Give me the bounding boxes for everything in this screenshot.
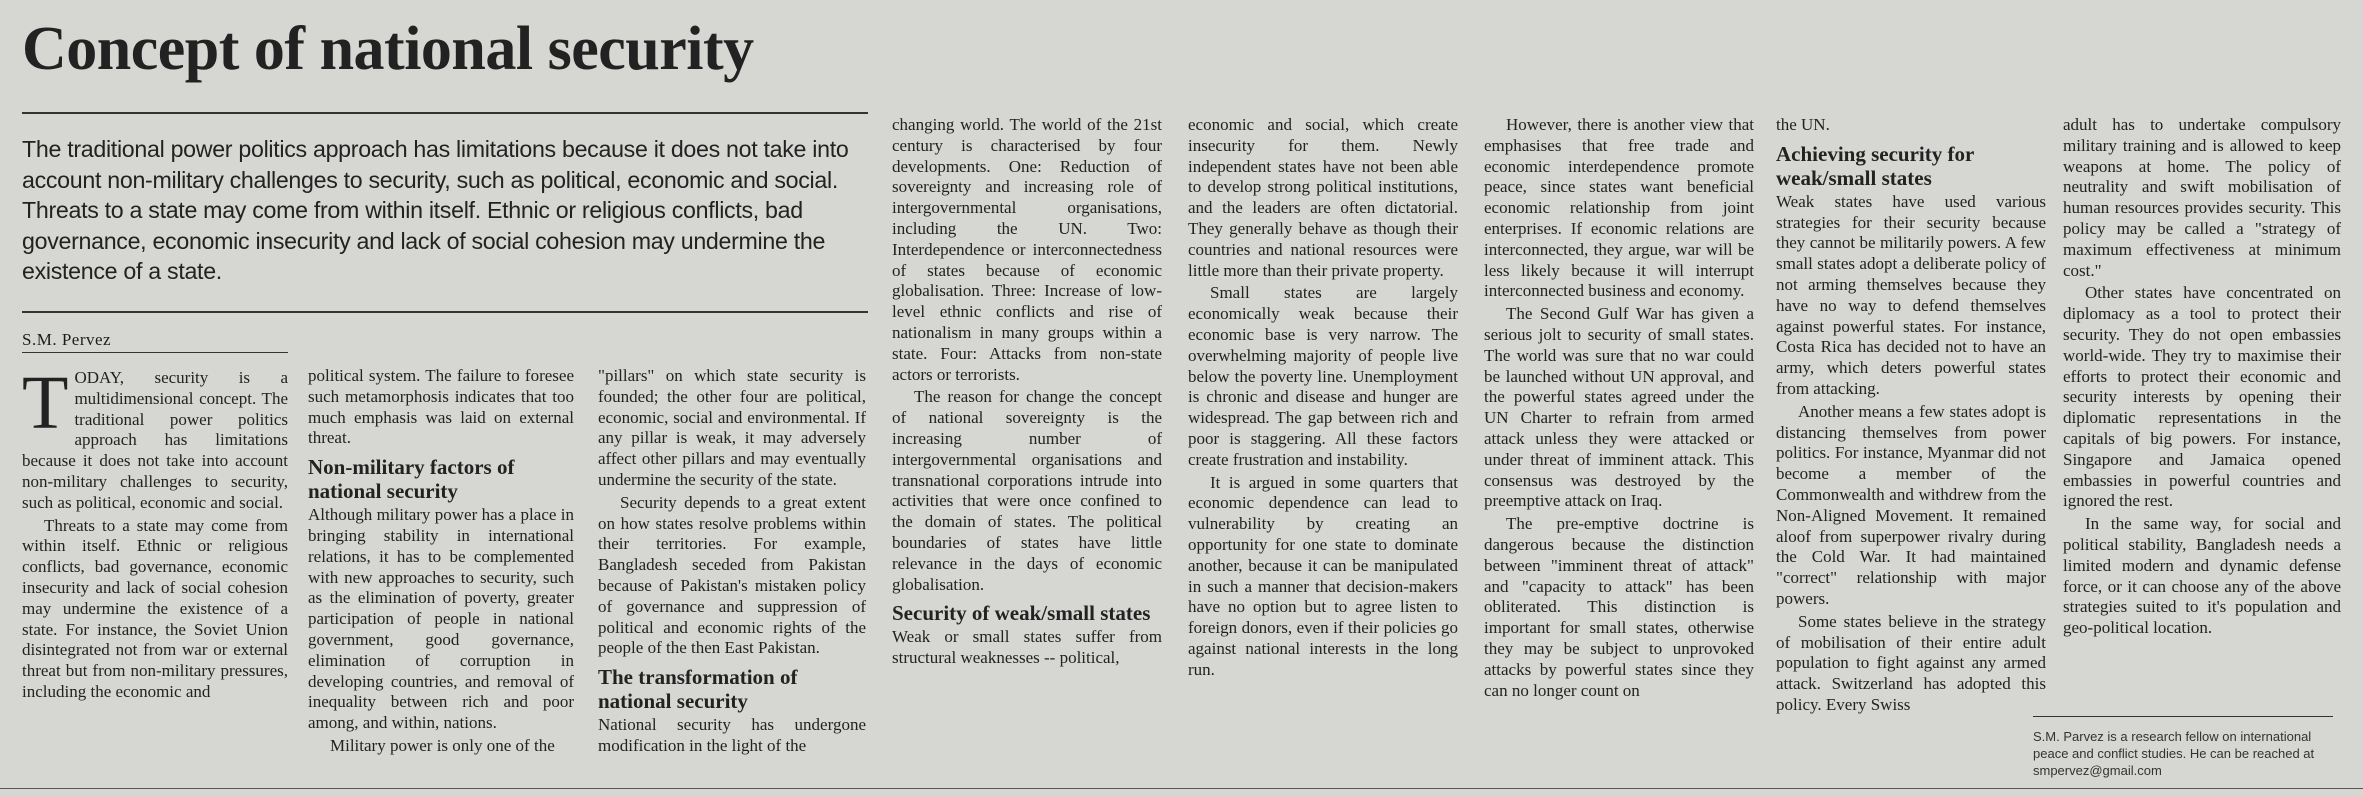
col3-para-2: Security depends to a great extent on how states resolve problems within their territories. For example, Bangladesh seceded from Pakistan because of Pakistan's mistaken policy of governance and suppression of political and economic rights of the people of the then East Pakistan. [598, 492, 866, 658]
subhead-achieving-security: Achieving security for weak/small states [1776, 141, 1974, 190]
drop-cap: T [22, 361, 69, 445]
col7-para-2: Weak states have used various strategies for their security because they cannot be militarily powers. A few small states adopt a deliberate policy of not arming themselves because they have no way to defend themselves against powerful states. For instance, Costa Rica has decided not to have an army, which deters powerful states from attacking. [1776, 191, 2046, 398]
subhead-security-weak-small: Security of weak/small states [892, 601, 1151, 626]
standfirst: The traditional power politics approach has limitations because it does not take into account non-military challenges to security, such as political, economic and social. Threats to a state may come from within itself. Ethnic or religious conflicts, bad governance, economic insecurity and lack of social cohesion may undermine the existence of a state. [22, 136, 849, 284]
col5-para-2: Small states are largely economically weak because their economic base is very narrow. The overwhelming majority of people live below the poverty line. Unemployment is chronic and disease and hunger are widespread. The gap between rich and poor is staggering. All these factors create frustration and instability. [1188, 283, 1458, 469]
col5-para-1: economic and social, which create insecurity for them. Newly independent states have not been able to develop strong political institutions, and the leaders are often dictatorial. They generally behave as though their countries and national resources were little more than their private property. [1188, 115, 1458, 280]
standfirst-rule [22, 311, 868, 313]
col2-para-3: Military power is only one of the [330, 735, 555, 755]
col4-para-3: Weak or small states suffer from structural weaknesses -- political, [892, 627, 1162, 668]
headline: Concept of national security [22, 15, 754, 83]
column-6 [1484, 115, 1754, 703]
subhead-non-military-factors: Non-military factors of national security [308, 455, 515, 504]
col1-para-2: Threats to a state may come from within itself. Ethnic or religious conflicts, bad governance, economic insecurity and lack of social cohesion may undermine the existence of a state. For instance, the Soviet Union disintegrated not from war or external threat but from non-military pressures, including the economic and [22, 515, 288, 701]
column-7 [1776, 115, 2046, 718]
col3-para-3: National security has undergone modification in the light of the [598, 715, 866, 755]
top-rule [22, 112, 868, 114]
col6-para-3: The pre-emptive doctrine is dangerous because the distinction between "imminent threat of attack" and "capacity to attack" has been obliterated. This distinction is important for small states, otherwise they may be subject to unprovoked attacks by powerful states since they can no longer count on [1484, 514, 1754, 700]
column-8 [2063, 115, 2341, 641]
byline-rule [22, 352, 288, 353]
col8-para-2: Other states have concentrated on diplomacy as a tool to protect their security. They do not open embassies world-wide. They try to maximise their efforts to protect their economic and security interests by opening their diplomatic representations in the capitals of big powers. For instance, Singapore and Jamaica opened embassies in powerful countries and ignored the rest. [2063, 283, 2341, 511]
bottom-rule [0, 788, 2363, 789]
column-4 [892, 115, 1162, 671]
byline: S.M. Pervez [22, 330, 112, 349]
col4-para-2: The reason for change the concept of national sovereignty is the increasing number of intergovernmental organisations and transnational corporations intrude into activities that were once confined to the domain of states. The political boundaries of states have little relevance in the days of economic globalisation. [892, 387, 1162, 594]
col8-para-3: In the same way, for social and political stability, Bangladesh needs a limited modern and dynamic defense force, or it can choose any of the above strategies suited to it's population and geo-political location. [2063, 514, 2341, 638]
col8-para-1: adult has to undertake compulsory military training and is allowed to keep weapons at home. The policy of neutrality and swift mobilisation of human resources provides security. This policy may be called a "strategy of maximum effectiveness at minimum cost." [2063, 115, 2341, 280]
column-3 [598, 366, 866, 759]
column-5 [1188, 115, 1458, 683]
column-1 [22, 361, 288, 705]
col6-para-1: However, there is another view that emphasises that free trade and economic interdependence promote peace, since states want beneficial economic relationship from joint enterprises. If economic relations are interconnected, they argue, war will be less likely because it will interrupt interconnected business and economy. [1484, 115, 1754, 301]
col2-para-2: Although military power has a place in bringing stability in international relations, it has to be complemented with new approaches to security, such as the elimination of poverty, greater participation of people in national government, good governance, elimination of corruption in developing countries, and removal of inequality between rich and poor among, and within, nations. [308, 505, 574, 733]
col7-para-4: Some states believe in the strategy of mobilisation of their entire adult population to fight against any armed attack. Switzerland has adopted this policy. Every Swiss [1776, 611, 2046, 714]
col1-para-1: TODAY, security is a multidimensional concept. The traditional power politics approach has limitations because it does not take into account non-military challenges to security, such as political, economic and social. [22, 361, 288, 512]
author-bio: S.M. Parvez is a research fellow on international peace and conflict studies. He can be reached at smpervez@gmail.com [2033, 729, 2315, 778]
bio-rule [2033, 716, 2333, 717]
col7-para-1: the UN. [1776, 115, 1830, 134]
col4-para-1: changing world. The world of the 21st century is characterised by four developments. One: Reduction of sovereignty and increasing role of intergovernmental organisations, including the UN. Two: Interdependence or interconnectedness of states because of economic globalisation. Three: Increase of low-level ethnic conflicts and rise of nationalism in many groups within a state. Four: Attacks from non-state actors or terrorists. [892, 115, 1162, 384]
col6-para-2: The Second Gulf War has given a serious jolt to security of small states. The world was sure that no war could be launched without UN approval, and the powerful states agreed under the UN Charter to refrain from armed attack unless they were attacked or under threat of imminent attack. This consensus was destroyed by the preemptive attack on Iraq. [1484, 304, 1754, 511]
col3-para-1: "pillars" on which state security is founded; the other four are political, economic, social and environmental. If any pillar is weak, it may adversely affect other pillars and may eventually undermine the security of the state. [598, 366, 866, 489]
col7-para-3: Another means a few states adopt is distancing themselves from power politics. For instance, Myanmar did not become a member of the Commonwealth and withdrew from the Non-Aligned Movement. It remained aloof from superpower rivalry during the Cold War. It had maintained "correct" relationship with major powers. [1776, 401, 2046, 608]
column-2 [308, 366, 574, 759]
col2-para-1: political system. The failure to foresee such metamorphosis indicates that too much emphasis was laid on external threat. [308, 366, 574, 448]
col5-para-3: It is argued in some quarters that economic dependence can lead to vulnerability by creating an opportunity for one state to dominate another, because it can be manipulated in such a manner that decision-makers have no option but to agree listen to foreign donors, even if their policies go against national interests in the long run. [1188, 472, 1458, 679]
subhead-transformation: The transformation of national security [598, 665, 798, 714]
